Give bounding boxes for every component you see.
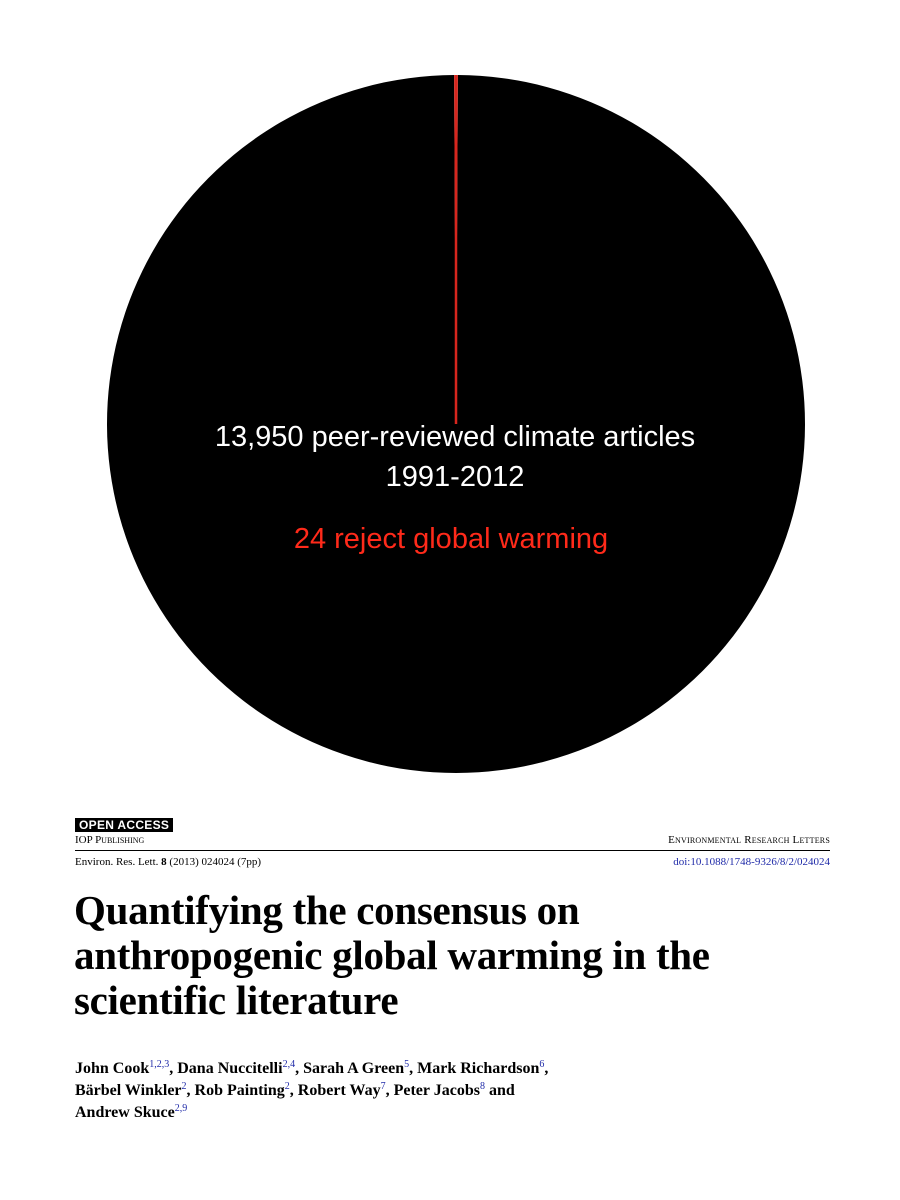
journal-name: Environmental Research Letters xyxy=(668,834,830,846)
author-name: Peter Jacobs xyxy=(393,1082,480,1099)
author-affiliation: 2,4 xyxy=(282,1059,296,1070)
publisher-name: IOP Publishing xyxy=(75,834,145,846)
header-rule xyxy=(75,850,830,851)
citation-details: (2013) 024024 (7pp) xyxy=(169,856,262,868)
author-separator: , xyxy=(295,1060,304,1077)
author-separator: , xyxy=(169,1060,178,1077)
author-affiliation: 2 xyxy=(284,1081,290,1092)
author-affiliation: 8 xyxy=(479,1081,485,1092)
author-name: Bärbel Winkler xyxy=(75,1082,182,1099)
author-affiliation: 6 xyxy=(539,1059,545,1070)
author-affiliation: 5 xyxy=(404,1059,410,1070)
author-separator: , xyxy=(289,1082,298,1099)
pie-annotation-highlight: 24 reject global warming xyxy=(293,523,609,555)
author-affiliation: 1,2,3 xyxy=(149,1059,170,1070)
author-separator: , xyxy=(544,1060,549,1077)
citation-journal: Environ. Res. Lett. xyxy=(75,856,159,868)
citation xyxy=(75,856,261,868)
paper-title: Quantifying the consensus on anthropogenic global warming in the scientific literature xyxy=(74,887,710,1023)
author-name: John Cook xyxy=(75,1060,150,1077)
doi-link[interactable]: doi:10.1088/1748-9326/8/2/024024 xyxy=(673,856,830,868)
author-separator: , xyxy=(409,1060,418,1077)
author-name: Dana Nuccitelli xyxy=(177,1060,283,1077)
pie-annotation-main-line2: 1991-2012 xyxy=(385,461,525,493)
author-affiliation: 2,9 xyxy=(174,1103,188,1114)
author-name: Rob Painting xyxy=(194,1082,285,1099)
author-name: Andrew Skuce xyxy=(75,1104,175,1121)
author-list xyxy=(75,1058,755,1124)
author-separator: , xyxy=(385,1082,394,1099)
pie-annotation-main-line1: 13,950 peer-reviewed climate articles xyxy=(214,421,696,453)
author-affiliation: 7 xyxy=(380,1081,386,1092)
author-affiliation: 2 xyxy=(181,1081,187,1092)
author-name: Sarah A Green xyxy=(303,1060,405,1077)
open-access-badge: OPEN ACCESS xyxy=(75,818,173,832)
author-name: Mark Richardson xyxy=(417,1060,540,1077)
author-separator: and xyxy=(484,1082,515,1099)
pie-chart xyxy=(106,74,806,774)
author-name: Robert Way xyxy=(297,1082,381,1099)
author-separator: , xyxy=(186,1082,195,1099)
citation-volume: 8 xyxy=(161,856,167,868)
pie-chart-svg xyxy=(106,74,806,774)
